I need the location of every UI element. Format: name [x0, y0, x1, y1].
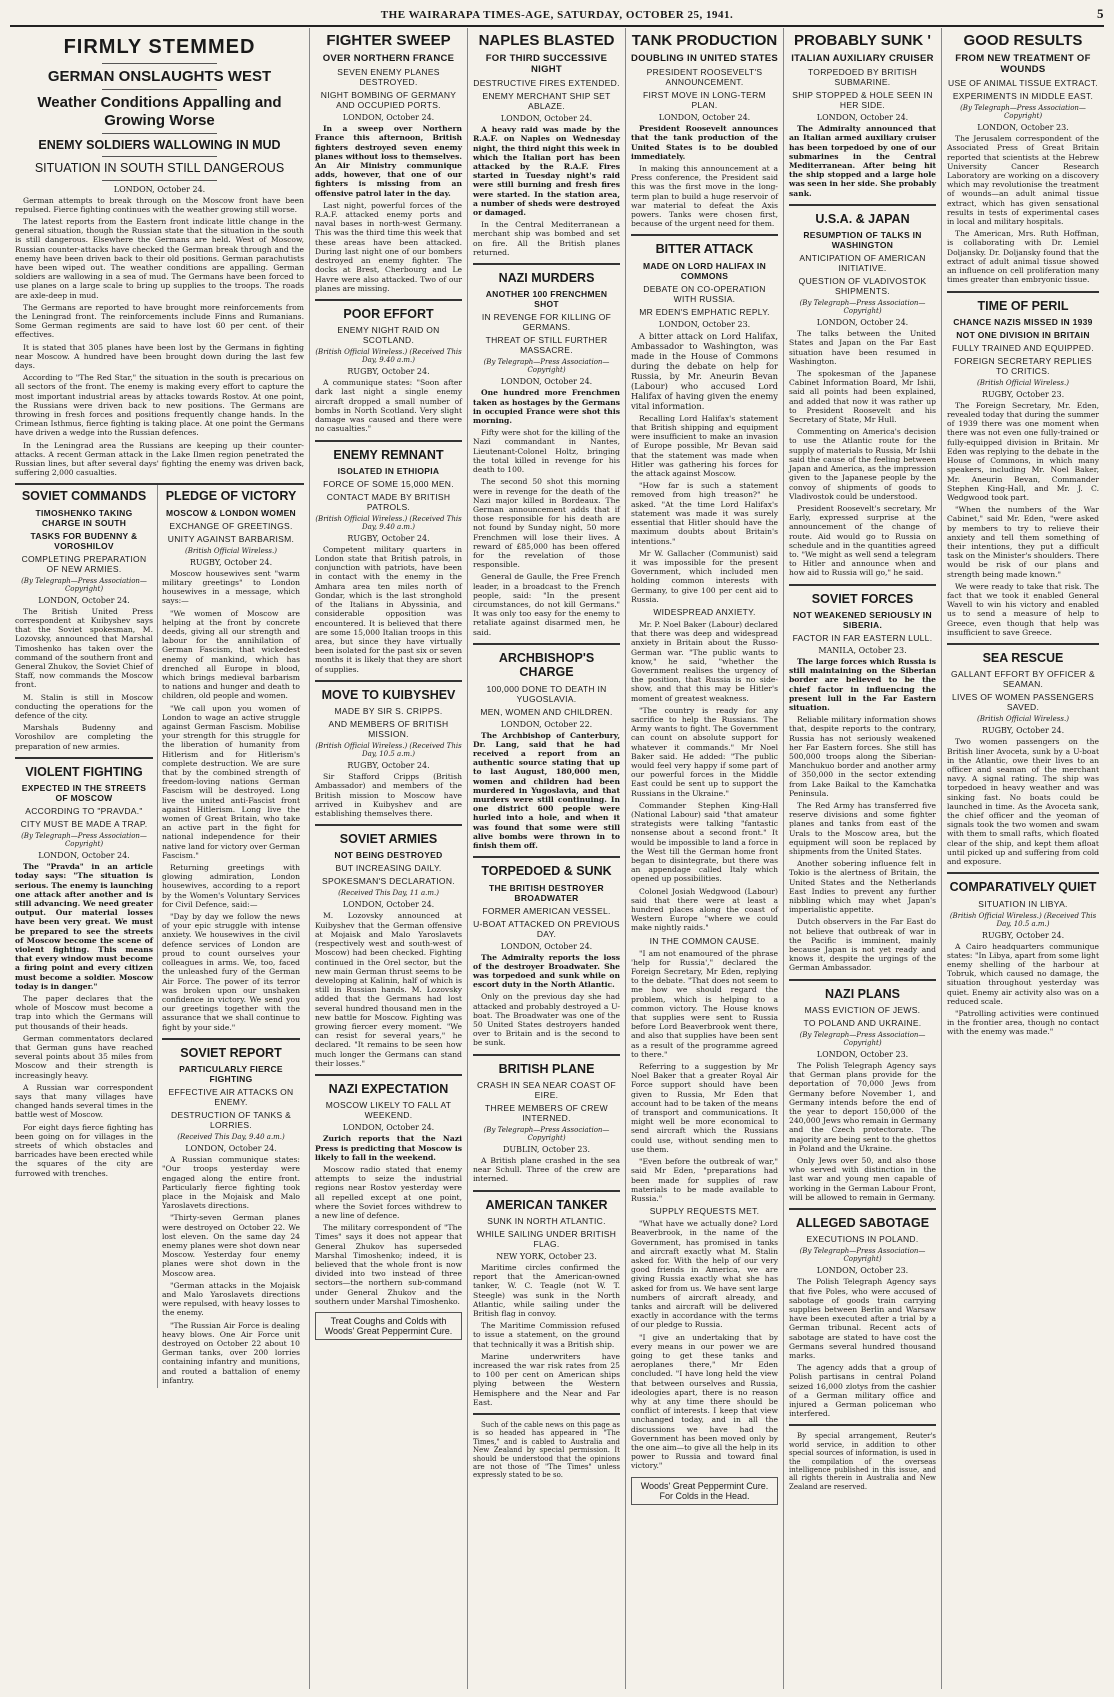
- article-sub: THREAT OF STILL FURTHER MASSACRE.: [485, 335, 608, 356]
- article-paragraph: General de Gaulle, the Free French leader, in a broadcast to the French people, said: "In the present circumstances, do not kill Germans." It was only too easy for the enemy to retaliate against disarmed men, he said.: [473, 572, 620, 637]
- article-credit: (By Telegraph—Press Association—Copyright): [960, 104, 1086, 121]
- lead-paragraph: The latest reports from the Eastern front indicate little change in the general situation, though the Russian state that the situation in the south is still dangerous. Elsewhere the Germans are held. West of Moscow, Russian counter-attacks have checked the German break through and the enemy have been driven back to their old positions. German parachutists have been wiped out. The weather conditions are appalling. German soldiers are wallowing in a sea of mud. The Germans have been forced to use planes on a large scale to bring up supplies to the troops. The roads are axle-deep in mud.: [15, 216, 304, 300]
- article-sub: DOUBLING IN UNITED STATES: [631, 53, 779, 65]
- divider: [947, 643, 1099, 645]
- article-dateline: RUGBY, October 24.: [189, 557, 273, 567]
- pledge-article: [158, 485, 304, 1388]
- article-sub: FACTOR IN FAR EASTERN LULL.: [792, 632, 933, 643]
- article-sub: MR EDEN'S EMPHATIC REPLY.: [639, 306, 770, 317]
- article-sub: TO POLAND AND UKRAINE.: [803, 1017, 922, 1028]
- article-paragraph: Competent military quarters in London state that British patrols, in conjunction with patriots, have been in contact with the enemy in the Amhara area ten miles north of Gondar, which is the last stronghold of the Italians in Abyssinia, and considerable opposition was encountered. It is believed that there are some 15,000 Italian troops in this area, but since they have virtually been isolated for the past six or seven months it is likely that they are short of supplies.: [315, 544, 462, 674]
- article-paragraph: The second 50 shot this morning were in revenge for the death of the Nazi major killed in Bordeaux. The German announcement adds that if those responsible for his death are not found by Sunday night, 50 more Frenchmen will lose their lives. A reward of £85,000 has been offered for the revelation of those responsible.: [473, 477, 620, 570]
- article-sub: FOREIGN SECRETARY REPLIES TO CRITICS.: [954, 355, 1092, 376]
- article-paragraph: Reliable military information shows that, despite reports to the contrary, Russia has not seriously weakened her Far Eastern forces. She still has 500,000 troops along the Siberian-Manchukuo border and another army of 350,000 in the sector extending from Lake Baikal to the Kamchatka Peninsula.: [789, 715, 936, 798]
- article-paragraph: Another sobering influence felt in Tokio is the alertness of Britain, the United States and the Netherlands East Indies to prevent any further nibbling which may whet Japan's imperialistic appetite.: [789, 859, 936, 915]
- article-paragraph: The Admiralty reports the loss of the destroyer Broadwater. She was torpedoed and sunk while on escort duty in the North Atlantic.: [473, 952, 620, 990]
- article-headline: BRITISH PLANE: [498, 1061, 595, 1076]
- reuter-notice: By special arrangement, Reuter's world service, in addition to other special sources of information, is used in the compilation of the overseas intelligence published in this issue, and all rights therein in Australia and New Zealand are reserved.: [789, 1432, 936, 1491]
- times-notice: Such of the cable news on this page as is so headed has appeared in "The Times," and is cabled to Australia and New Zealand by special permission. It should be understood that the opinions are not those of "The Times" unless expressly stated to be so.: [473, 1420, 620, 1480]
- article-sub: AND MEMBERS OF BRITISH MISSION.: [328, 719, 449, 740]
- article-paragraph: "Patrolling activities were continued in the frontier area, though no contact with the enemy was made.": [947, 1008, 1099, 1037]
- article-paragraph: "I give an undertaking that by every means in our power we are going to get these tanks and aeroplanes there," Mr Eden concluded. "I have long held the view that between ourselves and Russia, ideologies apart, there is no reason why at any time there should be conflict of interests. I keep that view unchanged today, and in all the discussions we have had the Government has been moved only by the one aim—to give all the help in its power to Russia and toward final victory.": [631, 1332, 778, 1471]
- masthead: [10, 6, 1104, 27]
- article-dateline: LONDON, October 24.: [342, 113, 435, 123]
- article-dateline: DUBLIN, October 23.: [502, 1144, 591, 1154]
- article-sub: CITY MUST BE MADE A TRAP.: [20, 819, 148, 830]
- article-paragraph: The spokesman of the Japanese Cabinet Information Board, Mr Ishii, said all points had been explained, and added that now it was rather up to President Roosevelt and his Secretary of State, Mr Hull.: [789, 369, 936, 425]
- article-sub: TASKS FOR BUDENNY & VOROSHILOV: [30, 530, 138, 551]
- divider: [315, 680, 462, 682]
- article-sub: FOR THIRD SUCCESSIVE NIGHT: [485, 53, 608, 76]
- section-heading: SUPPLY REQUESTS MET.: [649, 1206, 760, 1217]
- article-sub: FROM NEW TREATMENT OF WOUNDS: [955, 53, 1091, 76]
- article-credit: (British Official Wireless.): [977, 715, 1069, 724]
- divider: [473, 263, 620, 265]
- article-sub: EXECUTIONS IN POLAND.: [806, 1234, 919, 1245]
- article-paragraph: A bitter attack on Lord Halifax, Ambassador to Washington, was made in the House of Commons during the debate on help for Russia, by Mr. Aneurin Bevan (Labour) who accused Lord Halifax of having given the enemy vital information.: [631, 330, 778, 411]
- article-headline: COMPARATIVELY QUIET: [949, 880, 1097, 895]
- divider: [102, 89, 218, 90]
- article-paragraph: Sir Stafford Cripps (British Ambassador) and members of the British mission to Moscow have arrived in Kuibyshev and are establishing themselves there.: [315, 772, 462, 818]
- article-dateline: LONDON, October 24.: [500, 377, 593, 387]
- lead-paragraph: The Germans are reported to have brought more reinforcements from the Leningrad front. The reinforcements include Finns and Rumanians. Some German regiments are said to have lost 60 per cent. of their effectives.: [15, 302, 304, 340]
- article-paragraph: In making this announcement at a Press conference, the President said this was the first move in the long-term plan to build a huge reservoir of war material to defeat the Axis powers. Tanks were chosen first, because of the urgent need for them.: [631, 164, 778, 229]
- article-headline: ALLEGED SABOTAGE: [795, 1216, 930, 1231]
- article-sub: OVER NORTHERN FRANCE: [322, 53, 455, 65]
- article-dateline: RUGBY, October 24.: [981, 726, 1065, 736]
- article-sub: ISOLATED IN ETHIOPIA: [337, 465, 440, 476]
- article-sub: EFFECTIVE AIR ATTACKS ON ENEMY.: [168, 1087, 294, 1108]
- article-paragraph: M. Stalin is still in Moscow conducting the operations for the defence of the city.: [15, 692, 153, 720]
- article-paragraph: "The country is ready for any sacrifice to help the Russians. The Army wants to fight. The Government can count on absolute support for whatever it commands." Mr Noel Baker said. He added: "The public would feel very happy if some part of our powerful forces in the Middle East could be sent up to support the Russians in the Ukraine.": [631, 705, 778, 798]
- article-sub: RESUMPTION OF TALKS IN WASHINGTON: [803, 230, 922, 251]
- article-headline: TANK PRODUCTION: [631, 32, 778, 49]
- divider: [631, 234, 778, 236]
- article-headline: TIME OF PERIL: [977, 298, 1069, 313]
- article-paragraph: "We call upon you women of London to wage an active struggle against German Fascism. Mobilise your strength for this struggle for the liberation of humanity from Hitlerism and for Hitlerism's complete destruction. We are sure that by the combined strength of freedom-loving nations German Fascism will be destroyed. Long live the united anti-Fascist front against Hitlerism. Long live the women of Great Britain, who take an active part in the fight for national independence for their native land for victory over German Fascism.": [162, 703, 300, 860]
- lead-dateline: LONDON, October 24.: [113, 184, 206, 194]
- article-paragraph: Zurich reports that the Nazi Press is predicting that Moscow is likely to fall in the weekend.: [315, 1134, 462, 1162]
- article-credit: (Received This Day, 9.40 a.m.): [177, 1133, 285, 1142]
- article-sub: EXCHANGE OF GREETINGS.: [169, 520, 293, 531]
- article-paragraph: President Roosevelt's secretary, Mr Early, expressed surprise at the announcement of the change of route. Aid would go to Russia on schedule and in the quantities agreed to. "We might as well send a telegram to Hitler and announce when and how aid to Russia will go," he said.: [789, 503, 936, 578]
- divider: [102, 63, 218, 64]
- lead-sub1: GERMAN ONSLAUGHTS WEST: [47, 68, 272, 85]
- article-paragraph: "Day by day we follow the news of your epic struggle with intense anxiety. We housewives in the civil defence services of London are proud to count ourselves your colleagues in arms. We, too, faced the unleashed fury of the German Air Force. The power of its terror was broken upon our unshaken confidence in victory. We send you our greetings together with the assurance that we shall continue to fight by your side.": [162, 912, 300, 1032]
- article-sub: DEBATE ON CO-OPERATION WITH RUSSIA.: [643, 283, 766, 304]
- article-sub: FORCE OF SOME 15,000 MEN.: [323, 478, 454, 489]
- article-sub: DESTRUCTIVE FIRES EXTENDED.: [473, 78, 620, 89]
- article-dateline: LONDON, October 24.: [816, 113, 909, 123]
- article-credit: (By Telegraph—Press Association—Copyright): [21, 832, 147, 849]
- lead-subcolumns: [15, 483, 304, 1388]
- article-dateline: RUGBY, October 23.: [981, 389, 1065, 399]
- article-paragraph: The Foreign Secretary, Mr. Eden, revealed today that during the summer of 1939 there was one moment when there was not even one fully-trained or fully-equipped division in Britain. Mr Eden was replying to the debate in the House of Commons, in which many speakers, including Mr. Noel Baker, Mr. Aneurin Bevan, Commander Stephen King-Hall, and Mr. J. C. Wedgwood took part.: [947, 400, 1099, 502]
- divider: [102, 156, 218, 157]
- article-headline: AMERICAN TANKER: [485, 1197, 608, 1212]
- article-sub: SITUATION IN LIBYA.: [978, 898, 1068, 909]
- article-paragraph: Returning greetings with glowing admiration, London housewives, according to a report by the Women's Voluntary Services for Civil Defence, said:—: [162, 863, 300, 909]
- article-paragraph: We were ready to take that risk. The fact that we took it enabled General Wavell to win his victory and enabled us to send a measure of help to Greece, even though that help was insufficient to save Greece.: [947, 581, 1099, 637]
- article-paragraph: Referring to a suggestion by Mr Noel Baker that a greater Royal Air Force support should have been given to Russia, Mr Eden that account had to be taken of the means of transport and communications. It might well be more economical to send aircraft which the Russians could use, without sending men to use them.: [631, 1062, 778, 1154]
- article-paragraph: In the Central Mediterranean a merchant ship was bombed and set on fire. All the British planes returned.: [473, 220, 620, 257]
- article-sub: CRASH IN SEA NEAR COAST OF EIRE.: [477, 1079, 616, 1100]
- column-lead: [10, 28, 310, 1689]
- article-paragraph: German commentators declared that German guns have reached several points about 35 miles from Moscow and their strength is increasingly heavy.: [15, 1033, 153, 1080]
- article-paragraph: Dutch observers in the Far East do not believe that outbreak of war in the Pacific is imminent, mainly because Japan is not yet ready and knows it, despite the urgings of the German Ambassador.: [789, 917, 936, 973]
- article-paragraph: The Admiralty announced that an Italian armed auxiliary cruiser has been torpedoed by one of our submarines in the Central Mediterranean. After being hit the ship stopped and a large hole was seen in her side. She probably sank.: [789, 124, 936, 198]
- article-paragraph: "When the numbers of the War Cabinet," said Mr. Eden, "were asked by members to try to relieve their anxiety and tell them something of their intentions, they put a difficult task on the Minister's shoulders. There would be risk of our plans and strength being made known.": [947, 505, 1099, 579]
- article-sub: SHIP STOPPED & HOLE SEEN IN HER SIDE.: [792, 90, 933, 111]
- article-paragraph: Moscow housewives sent "warm military greetings" to London housewives in a message, which says:—: [162, 568, 300, 606]
- article-sub: THREE MEMBERS OF CREW INTERNED.: [485, 1102, 608, 1123]
- article-sub: USE OF ANIMAL TISSUE EXTRACT.: [948, 78, 1098, 89]
- article-paragraph: A communique states: "Soon after dark last night a single enemy aircraft dropped a small number of bombs in North Scotland. Very slight damage was caused and there were no casualties.": [315, 378, 462, 434]
- article-sub: PARTICULARLY FIERCE FIGHTING: [179, 1064, 283, 1085]
- divider: [473, 1413, 620, 1415]
- divider: [473, 1054, 620, 1056]
- article-headline: VIOLENT FIGHTING: [25, 764, 143, 779]
- article-credit: (British Official Wireless.) (Received This Day, 10.5 a.m.): [315, 742, 462, 759]
- article-sub: PRESIDENT ROOSEVELT'S ANNOUNCEMENT.: [646, 67, 763, 88]
- article-paragraph: Two women passengers on the British liner Avoceta, sunk by a U-boat in the Atlantic, owe their lives to an officer and seaman of the merchant navy. A signal rating. The ship was torpedoed in heavy weather and was sinking fast. No boats could be launched in time. As the Avoceta sank, the chief officer and the yeoman of signals took the two women and swam with them to small rafts, which floated clear of the ship, and kept them afloat until picked up and suffering from cold and exposure.: [947, 737, 1099, 866]
- article-sub: SUNK IN NORTH ATLANTIC.: [487, 1215, 606, 1226]
- article-paragraph: The "Pravda" in an article today says: "The situation is serious. The enemy is launching one attack after another and is still advancing. We need greater output. Our material losses have been very great. We must be prepared to see the streets of Moscow become the scene of violent fighting. This means that every window must become a firing point and every citizen must become a soldier. Moscow today is in danger.": [15, 862, 153, 991]
- article-paragraph: A Cairo headquarters communique states: "In Libya, apart from some light enemy shelling of the harbour at Tobruk, which caused no damage, the situation throughout yesterday was quiet. Enemy air activity also was on a reduced scale.: [947, 941, 1099, 1006]
- article-credit: (British Official Wireless.): [185, 546, 277, 555]
- article-paragraph: Only on the previous day she had attacked and probably destroyed a U-boat. The Broadwater was one of the 50 United States destroyers handed over to Britain and is the second to be sunk.: [473, 992, 620, 1048]
- divider: [789, 979, 936, 981]
- article-paragraph: Moscow radio stated that enemy attempts to seize the industrial regions near Rostov yesterday were all repelled except at one point, where the Soviet forces withdrew to a new line of defence.: [315, 1164, 462, 1220]
- article-sub: MOSCOW LIKELY TO FALL AT WEEKEND.: [325, 1100, 452, 1121]
- article-paragraph: The British United Press correspondent at Kuibyshev says that the Soviet spokesman, M. Lozovsky, announced that Marshal Timoshenko has taken over the command of the southern front and General Zhukov, the Soviet Chief of Staff, now commands the Moscow front.: [15, 606, 153, 690]
- article-sub: QUESTION OF VLADIVOSTOK SHIPMENTS.: [798, 276, 927, 297]
- article-sub: GALLANT EFFORT BY OFFICER & SEAMAN.: [951, 669, 1095, 690]
- article-sub: WHILE SAILING UNDER BRITISH FLAG.: [476, 1228, 617, 1249]
- article-paragraph: The military correspondent of "The Times" says it does not appear that General Zhukov has superseded Marshal Timoshenko; indeed, it is believed that the whole front is now divided into two instead of three sectors—the northern sub-command under General Zhukov and the southern under Marshal Timoshenko.: [315, 1223, 462, 1306]
- divider: [315, 824, 462, 826]
- divider: [473, 856, 620, 858]
- article-credit: (By Telegraph—Press Association—Copyright): [799, 1247, 926, 1264]
- article-dateline: RUGBY, October 24.: [981, 930, 1065, 940]
- article-paragraph: "Thirty-seven German planes were destroyed on October 22. We lost eleven. On the same day 24 enemy planes were shot down near Moscow. Yesterday four enemy planes were shot down in the Moscow area.: [162, 1213, 300, 1278]
- article-sub: TORPEDOED BY BRITISH SUBMARINE.: [807, 67, 918, 88]
- soviet-commands-article: [15, 485, 158, 1388]
- article-paragraph: The Red Army has transferred five reserve divisions and some fighter planes and tanks from east of the Urals to the Moscow area, but the equipment will soon be replaced by shipments from the United States.: [789, 800, 936, 856]
- divider: [102, 133, 218, 134]
- article-paragraph: One hundred more Frenchmen taken as hostages by the Germans in occupied France were shot this morning.: [473, 388, 620, 426]
- article-paragraph: In a sweep over Northern France this afternoon, British fighters destroyed seven enemy planes without loss to themselves. An Air Ministry communique adds, however, that one of our fighters is missing from an offensive patrol later in the day.: [315, 124, 462, 198]
- article-sub: THE BRITISH DESTROYER BROADWATER: [489, 882, 604, 903]
- article-paragraph: The paper declares that the whole of Moscow must become a trap into which the Germans will put thousands of their heads.: [15, 994, 153, 1031]
- article-dateline: RUGBY, October 24.: [347, 367, 430, 377]
- divider: [15, 757, 153, 759]
- article-sub: DESTRUCTION OF TANKS & LORRIES.: [170, 1110, 292, 1131]
- article-paragraph: Mr W. Gallacher (Communist) said it was impossible for the present Government, which included men holding common interests with Germany, to give 100 per cent aid to Russia.: [631, 548, 778, 604]
- article-paragraph: The Polish Telegraph Agency says that five Poles, who were accused of sabotage of goods train carrying supplies between Berlin and Warsaw have been executed after a trial by a German tribunal. Recent acts of sabotage are stated to have cost the Germans several hundred thousand marks.: [789, 1277, 936, 1361]
- article-headline: MOVE TO KUIBYSHEV: [321, 687, 456, 702]
- section-heading: IN THE COMMON CAUSE.: [649, 935, 760, 946]
- article-sub: ENEMY NIGHT RAID ON SCOTLAND.: [337, 325, 440, 346]
- article-dateline: LONDON, October 24.: [342, 900, 435, 910]
- article-paragraph: Colonel Josiah Wedgwood (Labour) said that there were at least a hundred places along the coast of Western Europe "where we could make nightly raids.": [631, 886, 778, 933]
- article-paragraph: A heavy raid was made by the R.A.F. on Naples on Wednesday night, the third night this week in which the Italian port has been attacked by the R.A.F. Fires started in Tuesday night's raid were still burning and fresh fires were started. In the station area, a number of sheds were destroyed or damaged.: [473, 125, 620, 218]
- article-sub: UNITY AGAINST BARBARISM.: [167, 533, 295, 544]
- article-paragraph: Maritime circles confirmed the report that the American-owned tanker, W. C. Teagle (not W. T. Steegle) was sunk in the North Atlantic, while sailing under the British flag in convoy.: [473, 1262, 620, 1318]
- column-2: [310, 28, 468, 1689]
- article-paragraph: A British plane crashed in the sea near Schull. Three of the crew are interned.: [473, 1155, 620, 1184]
- article-dateline: LONDON, October 24.: [38, 851, 130, 861]
- article-sub: CHANCE NAZIS MISSED IN 1939: [953, 316, 1093, 327]
- lead-sub4: SITUATION IN SOUTH STILL DANGEROUS: [34, 161, 285, 176]
- article-sub: CONTACT MADE BY BRITISH PATROLS.: [326, 491, 451, 512]
- article-paragraph: Marine underwriters have increased the war risk rates from 25 to 100 per cent on American ships plying between the Western Hemisphere and the Near and Far East.: [473, 1351, 620, 1407]
- article-paragraph: Recalling Lord Halifax's statement that British shipping and equipment were insufficient to make an invasion of Europe possible, Mr Bevan said that the statement was made when Hitler was gathering his forces for the attack against Moscow.: [631, 413, 778, 479]
- article-credit: (British Official Wireless.) (Received This Day, 9.40 a.m.): [315, 348, 462, 365]
- article-credit: (By Telegraph—Press Association—Copyright): [483, 1125, 610, 1142]
- article-headline: SOVIET ARMIES: [339, 832, 438, 847]
- article-headline: POOR EFFORT: [343, 306, 434, 321]
- article-paragraph: "The Russian Air Force is dealing heavy blows. One Air Force unit destroyed on October 22 about 10 German tanks, over 200 lorries containing infantry and munitions, and routed a battalion of enemy infantry.: [162, 1320, 300, 1385]
- divider: [162, 1038, 300, 1040]
- article-sub: COMPLETING PREPARATION OF NEW ARMIES.: [21, 553, 147, 574]
- article-headline: SOVIET COMMANDS: [21, 489, 147, 504]
- divider: [789, 1424, 936, 1426]
- article-headline: ARCHBISHOP'S CHARGE: [498, 650, 595, 680]
- article-paragraph: "How far is such a statement removed from high treason?" he asked. "At the time Lord Halifax's statement was made it was surely essential that Hitler should have the maximum doubts about Britain's intentions.": [631, 481, 778, 546]
- article-credit: (British Official Wireless.) (Received This Day, 10.5 a.m.): [949, 911, 1097, 928]
- article-headline: TORPEDOED & SUNK: [481, 864, 612, 879]
- article-sub: MASS EVICTION OF JEWS.: [804, 1004, 921, 1015]
- article-dateline: LONDON, October 24.: [185, 1144, 277, 1154]
- divider: [315, 1074, 462, 1076]
- article-paragraph: Mr. P. Noel Baker (Labour) declared that there was deep and widespread anxiety in Britain about the Russo-German war. "The public wants to know," he said, "whether the Government realises the urgency of the position, that Russia is no side-show, and that this may be Hitler's moment of greatest weakness.: [631, 619, 779, 703]
- divider: [315, 440, 462, 442]
- column-5: [784, 28, 942, 1689]
- article-dateline: LONDON, October 24.: [816, 318, 909, 328]
- article-sub: FORMER AMERICAN VESSEL.: [482, 905, 611, 916]
- article-sub: NOT BEING DESTROYED: [334, 850, 443, 861]
- article-paragraph: The Archbishop of Canterbury, Dr. Lang, said that he had received a report from an authentic source stating that up to last August, 180,000 men, women and children had been murdered in Yugoslavia, and that murders were still continuing. In one district 600 people were hurled into a hole, and when it was found that some were still alive bombs were thrown in to finish them off.: [473, 730, 620, 850]
- article-sub: 100,000 DONE TO DEATH IN YUGOSLAVIA.: [486, 683, 607, 704]
- article-sub: ITALIAN AUXILIARY CRUISER: [791, 53, 934, 65]
- article-paragraph: The Jerusalem correspondent of the Associated Press of Great Britain reported that scientists at the Hebrew University Cancer Research Laboratory are working on a discovery which may revolutionise the treatment of wounds—an adult animal tissue extract, which has given sensational results in tests of experimental cases in local and military hospitals.: [947, 134, 1099, 227]
- article-sub: ENEMY MERCHANT SHIP SET ABLAZE.: [482, 91, 611, 112]
- article-sub: EXPECTED IN THE STREETS OF MOSCOW: [21, 783, 147, 804]
- article-sub: ANOTHER 100 FRENCHMEN SHOT: [485, 289, 608, 310]
- article-sub: FIRST MOVE IN LONG-TERM PLAN.: [643, 90, 766, 111]
- article-dateline: LONDON, October 23.: [816, 1049, 909, 1059]
- article-paragraph: The large forces which Russia is still maintaining on the Siberian border are believed to be the chief factor in influencing the present lull in the Far Eastern situation.: [789, 656, 936, 712]
- article-paragraph: The American, Mrs. Ruth Hoffman, is collaborating with Dr. Lemiel Doljansky. Dr. Doljansky found that the extract of adult animal tissue showed an influence on cell proliferation many times greater than embryonic tissue.: [947, 229, 1099, 285]
- article-sub: MADE BY SIR S. CRIPPS.: [334, 706, 443, 717]
- page-number: 5: [1097, 6, 1104, 21]
- article-paragraph: Only Jews over 50, and also those who served with distinction in the last war and young men capable of working in the German Labour Front, will be allowed to remain in Germany.: [789, 1156, 936, 1202]
- lead-sub3: ENEMY SOLDIERS WALLOWING IN MUD: [38, 137, 281, 152]
- article-headline: SOVIET REPORT: [180, 1045, 282, 1060]
- advert-box: Woods' Great Peppermint Cure. For Colds in the Head.: [631, 1477, 778, 1505]
- article-dateline: LONDON, October 24.: [658, 113, 751, 123]
- article-credit: (British Official Wireless.) (Received This Day, 9.40 a.m.): [315, 514, 462, 531]
- divider: [102, 180, 218, 181]
- article-headline: U.S.A. & JAPAN: [815, 211, 910, 226]
- article-sub: NIGHT BOMBING OF GERMANY AND OCCUPIED PORTS.: [320, 90, 457, 111]
- article-sub: SPOKESMAN'S DECLARATION.: [322, 876, 455, 887]
- divider: [473, 1190, 620, 1192]
- article-credit: (By Telegraph—Press Association—Copyright): [799, 1030, 926, 1047]
- article-sub: NOT WEAKENED SERIOUSLY IN SIBERIA.: [793, 609, 932, 630]
- article-paragraph: President Roosevelt announces that the tank production of the United States is to be doubled immediately.: [631, 124, 778, 161]
- article-dateline: LONDON, October 24.: [500, 114, 593, 124]
- article-credit: (British Official Wireless.): [977, 378, 1069, 387]
- article-paragraph: The talks between the United States and Japan on the Far East situation have been resumed in Washington.: [789, 329, 936, 366]
- article-paragraph: A Russian communique states: "Our troops yesterday were engaged along the entire front. Particularly fierce fighting took place in the Mojaisk and Malo Yaroslavets directions.: [162, 1155, 300, 1211]
- article-dateline: RUGBY, October 24.: [347, 761, 430, 771]
- article-credit: (By Telegraph—Press Association—Copyright): [483, 358, 610, 375]
- article-sub: EXPERIMENTS IN MIDDLE EAST.: [952, 91, 1094, 102]
- article-paragraph: For eight days fierce fighting has been going on for villages in the streets of which obstacles and barricades have been erected while the squares of the city are furrowed with trenches.: [15, 1122, 153, 1178]
- article-paragraph: A Russian war correspondent says that many villages have changed hands several times in the battle west of Moscow.: [15, 1082, 153, 1120]
- article-credit: (Received This Day, 11 a.m.): [338, 889, 439, 898]
- article-headline: NAZI MURDERS: [498, 271, 595, 286]
- article-dateline: LONDON, October 24.: [38, 595, 130, 605]
- column-3: [468, 28, 626, 1689]
- article-dateline: LONDON, October 22.: [500, 719, 593, 729]
- article-paragraph: Fifty were shot for the killing of the Nazi commandant in Nantes, Lieutenant-Colonel Holtz, bringing the total killed in revenge for his death to 100.: [473, 428, 620, 475]
- article-headline: PLEDGE OF VICTORY: [165, 489, 297, 504]
- article-paragraph: Last night, powerful forces of the R.A.F. attacked enemy ports and naval bases in north-west Germany. This was the third time this week that these areas have been attacked. During last night one of our bombers destroyed an enemy fighter. The docks at Brest, Cherbourg and Le Havre were also attacked. Two of our planes are missing.: [315, 200, 462, 293]
- article-credit: (By Telegraph—Press Association—Copyright): [21, 576, 147, 593]
- article-headline: ENEMY REMNANT: [333, 447, 444, 462]
- article-headline: PROBABLY SUNK ': [794, 32, 931, 49]
- article-paragraph: The agency adds that a group of Polish partisans in central Poland seized 16,000 zlotys from the cashier of a German military office and injured a German policeman who interfered.: [789, 1363, 936, 1419]
- article-dateline: LONDON, October 23.: [658, 319, 751, 329]
- divider: [947, 872, 1099, 874]
- article-sub: ANTICIPATION OF AMERICAN INITIATIVE.: [799, 253, 926, 274]
- article-sub: MEN, WOMEN AND CHILDREN.: [480, 706, 613, 717]
- divider: [789, 204, 936, 206]
- article-headline: FIGHTER SWEEP: [326, 32, 451, 49]
- article-headline: NAPLES BLASTED: [478, 32, 615, 49]
- article-dateline: NEW YORK, October 23.: [496, 1251, 597, 1261]
- divider: [789, 584, 936, 586]
- column-4: [626, 28, 784, 1689]
- article-headline: SEA RESCUE: [982, 650, 1064, 665]
- article-sub: TIMOSHENKO TAKING CHARGE IN SOUTH: [35, 507, 133, 528]
- article-sub: LIVES OF WOMEN PASSENGERS SAVED.: [952, 692, 1094, 713]
- divider: [789, 1208, 936, 1210]
- column-6: [942, 28, 1104, 1689]
- article-sub: NOT ONE DIVISION IN BRITAIN: [956, 329, 1090, 340]
- lead-paragraph: According to "The Red Star," the situation in the south is precarious on all sectors of the front. The enemy is making every effort to capture the most important industrial areas by attacks towards Rostov. At one point, the Russians were driven back to new positions. The Germans are throwing in fresh forces and positions frequently change hands. In the Crimean Isthmus, fierce fighting is taking place. At one point the Germans have driven a wedge into the Russian defences.: [15, 373, 304, 438]
- article-paragraph: "We women of Moscow are helping at the front by concrete deeds, giving all our strength and labour for the annihilation of German Fascism, that wickedest enemy of mankind, which has drenched all Europe in blood, which brings medieval barbarism to nations and hunger and death to children, old people and women.: [162, 608, 300, 701]
- article-paragraph: M. Lozovsky announced at Kuibyshev that the German offensive at Mojaisk and Malo Yaroslavets (respectively west and south-west of Moscow) had been checked. Fighting continued in the Orel sector, but the new main German thrust seems to be developing at Kalinin, half of which is still in Russian hands. M. Lozovsky added that the Germans had lost several hundred thousand men in the new battle for Moscow. Fighting was growing fiercer every moment. "We can resist for several years," he declared. "It remains to be seen how much longer the Germans can stand their losses.": [315, 911, 462, 1068]
- lead-paragraph: In the Leningrad area the Russians are keeping up their counter-attacks. A recent German attack in the Lake Ilmen region penetrated the Russian lines, but after several days' fighting the enemy was driven back, suffering 2,000 casualties.: [15, 440, 304, 478]
- lead-paragraph: It is stated that 305 planes have been lost by the Germans in fighting near Moscow. A hundred have been brought down during the last few days.: [15, 342, 304, 370]
- article-paragraph: Commander Stephen King-Hall (National Labour) said "that amateur strategists were talking "fantastic nonsense about a second front." It would be impossible to land a force in the West till the German home front began to disintegrate, but there was an appendage called Italy which opened up possibilities.: [631, 800, 778, 884]
- article-paragraph: "German attacks in the Mojaisk and Malo Yaroslavets directions were repulsed, with heavy losses to the enemy.: [162, 1280, 300, 1318]
- article-paragraph: Marshals Budenny and Voroshilov are completing the preparation of new armies.: [15, 723, 153, 751]
- lead-paragraph: German attempts to break through on the Moscow front have been repulsed. Fierce fighting continues with the weather growing still worse.: [15, 195, 304, 214]
- article-dateline: LONDON, October 23.: [816, 1266, 909, 1276]
- article-paragraph: "Even before the outbreak of war," said Mr Eden, "preparations had been made for supplies of raw materials to be made available to Russia.": [631, 1157, 778, 1203]
- article-sub: MADE ON LORD HALIFAX IN COMMONS: [642, 260, 767, 281]
- article-headline: NAZI PLANS: [825, 986, 900, 1001]
- section-heading: WIDESPREAD ANXIETY.: [653, 606, 756, 617]
- article-sub: U-BOAT ATTACKED ON PREVIOUS DAY.: [473, 918, 620, 939]
- divider: [315, 299, 462, 301]
- article-dateline: LONDON, October 24.: [342, 1123, 435, 1133]
- article-paragraph: The Polish Telegraph Agency says that German plans provide for the deportation of 70,000 Jews from Germany before November 1, and Germany intends before the end of the year to deport 150,000 of the 240,000 Jews who remain in Germany and the Czech protectorate. The majority are being sent to the ghettos in Poland and the Ukraine.: [789, 1060, 936, 1153]
- advert-box: Treat Coughs and Colds with Woods' Great Peppermint Cure.: [315, 1312, 462, 1340]
- article-paragraph: "What have we actually done? Lord Beaverbrook, in the name of the Government, has promised in tanks and aircraft exactly what M. Stalin asked for. With the help of our very good friends in America, we are giving Russia exactly what she has asked for from us. We have sent large numbers of aircraft already, and tanks and aircraft will be delivered exactly in accordance with the terms of our pledge to Russia.: [631, 1219, 778, 1330]
- article-sub: FULLY TRAINED AND EQUIPPED.: [952, 342, 1094, 353]
- article-dateline: RUGBY, October 24.: [347, 533, 430, 543]
- article-dateline: LONDON, October 23.: [977, 123, 1069, 133]
- lead-headline: FIRMLY STEMMED: [63, 36, 256, 58]
- article-credit: (By Telegraph—Press Association—Copyright): [799, 299, 926, 316]
- article-sub: SEVEN ENEMY PLANES DESTROYED.: [337, 67, 440, 88]
- article-paragraph: Commenting on America's decision to use the Atlantic route for the supply of materials to Russia, Mr Ishii said the cause of the feeling between Japan and America, as the impression given to the Japanese people by the convoy of shipments of goods to Vladivostok could be understood.: [789, 427, 936, 501]
- article-paragraph: The Maritime Commission refused to issue a statement, on the ground that technically it was a British ship.: [473, 1321, 620, 1349]
- masthead-title: THE WAIRARAPA TIMES-AGE, SATURDAY, OCTOBER 25, 1941.: [380, 9, 734, 21]
- article-paragraph: "I am not enamoured of the phrase 'help for Russia'," declared the Foreign Secretary, Mr Eden, replying to the debate. "That does not seem to me how we should regard the problem, which is helping to a common victory. The House knows that supplies were sent to Russia before Lord Beaverbrook went there, and also that supplies have been sent as a result of the programme agreed to there.": [631, 948, 778, 1059]
- divider: [473, 643, 620, 645]
- article-dateline: MANILA, October 23.: [818, 645, 907, 655]
- columns: [10, 28, 1104, 1689]
- article-sub: MOSCOW & LONDON WOMEN: [165, 507, 296, 518]
- article-headline: BITTER ATTACK: [655, 242, 754, 257]
- lead-sub2: Weather Conditions Appalling and Growing Worse: [37, 94, 282, 129]
- article-sub: BUT INCREASING DAILY.: [335, 863, 442, 874]
- divider: [947, 291, 1099, 293]
- article-sub: ACCORDING TO "PRAVDA.": [25, 806, 143, 817]
- article-headline: NAZI EXPECTATION: [328, 1081, 449, 1096]
- article-dateline: LONDON, October 24.: [500, 941, 593, 951]
- article-headline: GOOD RESULTS: [963, 32, 1083, 49]
- article-headline: SOVIET FORCES: [811, 591, 914, 606]
- article-sub: IN REVENGE FOR KILLING OF GERMANS.: [481, 312, 612, 333]
